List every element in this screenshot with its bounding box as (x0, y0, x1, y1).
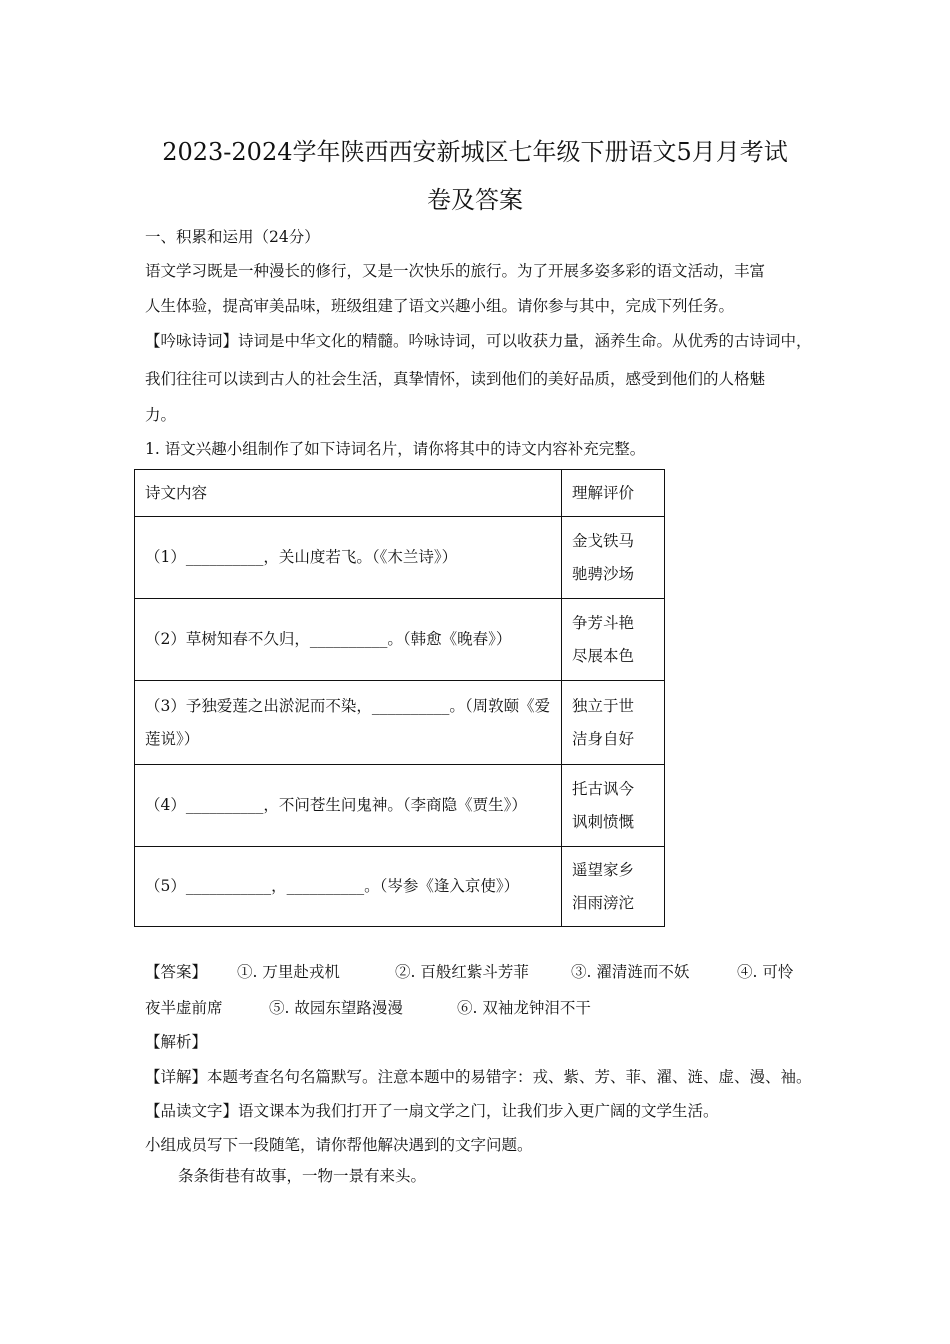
eval-line: 遥望家乡 (572, 860, 635, 879)
answer-item: ②. 百般红紫斗芳菲 (395, 963, 529, 981)
answer-item: ③. 濯清涟而不妖 (571, 963, 690, 981)
essay-line: 条条街巷有故事，一物一景有来头。 (178, 1167, 427, 1185)
answer-item: ①. 万里赴戎机 (237, 963, 340, 981)
reading-paragraph: 【品读文字】语文课本为我们打开了一扇文学之门，让我们步入更广阔的文学生活。 (145, 1102, 719, 1120)
table-row (135, 765, 665, 847)
eval-line: 洁身自好 (572, 729, 635, 748)
eval-line: 驰骋沙场 (572, 564, 635, 583)
table-row (135, 681, 665, 765)
eval-line: 争芳斗艳 (572, 613, 635, 632)
poem-content (135, 765, 562, 847)
poem-paragraph-line-3: 力。 (145, 406, 177, 424)
poem-paragraph-line-1: 【吟咏诗词】诗词是中华文化的精髓。吟咏诗词，可以收获力量，涵养生命。从优秀的古诗词中， (145, 332, 812, 350)
document-title-line2: 卷及答案 (427, 186, 523, 214)
answer-item: ④. 可怜 (737, 963, 794, 981)
eval-line: 讽刺愤慨 (572, 812, 635, 831)
analysis-label: 【解析】 (145, 1033, 208, 1051)
intro-line-1: 语文学习既是一种漫长的修行，又是一次快乐的旅行。为了开展多姿多彩的语文活动，丰富 (145, 262, 766, 280)
answer-item: ⑥. 双袖龙钟泪不干 (457, 999, 591, 1017)
poem-eval (562, 681, 665, 765)
table-row (135, 517, 665, 599)
answer-item: 夜半虚前席 (145, 999, 223, 1017)
answer-label: 【答案】 (145, 963, 208, 981)
poem-table (134, 469, 665, 927)
eval-line: 尽展本色 (572, 646, 635, 665)
poem-content-line: 莲说》） (145, 729, 200, 748)
poem-content-line: （5）___________，__________。（岑参《逢入京使》） (145, 877, 520, 895)
poem-eval (562, 765, 665, 847)
group-paragraph: 小组成员写下一段随笔，请你帮他解决遇到的文字问题。 (145, 1136, 533, 1154)
poem-content-line: （3）予独爱莲之出淤泥而不染，__________。（周敦颐《爱 (145, 696, 551, 715)
detail-paragraph: 【详解】本题考查名句名篇默写。注意本题中的易错字：戎、紫、芳、菲、濯、涟、虚、漫、袖。 (145, 1068, 812, 1086)
document-title-line1: 2023-2024学年陕西西安新城区七年级下册语文5月月考试 (162, 138, 788, 166)
poem-content-line: （1）__________，关山度若飞。（《木兰诗》） (145, 548, 458, 566)
poem-content (135, 599, 562, 681)
table-row (135, 599, 665, 681)
section-heading: 一、积累和运用（24分） (145, 228, 320, 246)
eval-line: 泪雨滂沱 (572, 893, 635, 912)
poem-content (135, 517, 562, 599)
poem-paragraph-line-2: 我们往往可以读到古人的社会生活，真挚情怀，读到他们的美好品质，感受到他们的人格魅 (145, 370, 766, 388)
eval-line: 独立于世 (572, 696, 635, 715)
table-header-content: 诗文内容 (135, 470, 562, 517)
table-header-row (135, 470, 665, 517)
table-header-eval: 理解评价 (562, 470, 665, 517)
poem-content-line: （4）__________，不问苍生问鬼神。（李商隐《贾生》） (145, 796, 527, 814)
poem-content (135, 847, 562, 927)
answer-item: ⑤. 故园东望路漫漫 (269, 999, 403, 1017)
poem-content-line: （2）草树知春不久归，__________。（韩愈《晚春》） (145, 630, 512, 648)
eval-line: 托古讽今 (572, 779, 635, 798)
poem-content (135, 681, 562, 765)
poem-eval (562, 847, 665, 927)
poem-eval (562, 517, 665, 599)
question-1: 1. 语文兴趣小组制作了如下诗词名片，请你将其中的诗文内容补充完整。 (145, 440, 646, 458)
table-row (135, 847, 665, 927)
poem-eval (562, 599, 665, 681)
eval-line: 金戈铁马 (572, 531, 635, 550)
intro-line-2: 人生体验，提高审美品味，班级组建了语文兴趣小组。请你参与其中，完成下列任务。 (145, 297, 735, 315)
